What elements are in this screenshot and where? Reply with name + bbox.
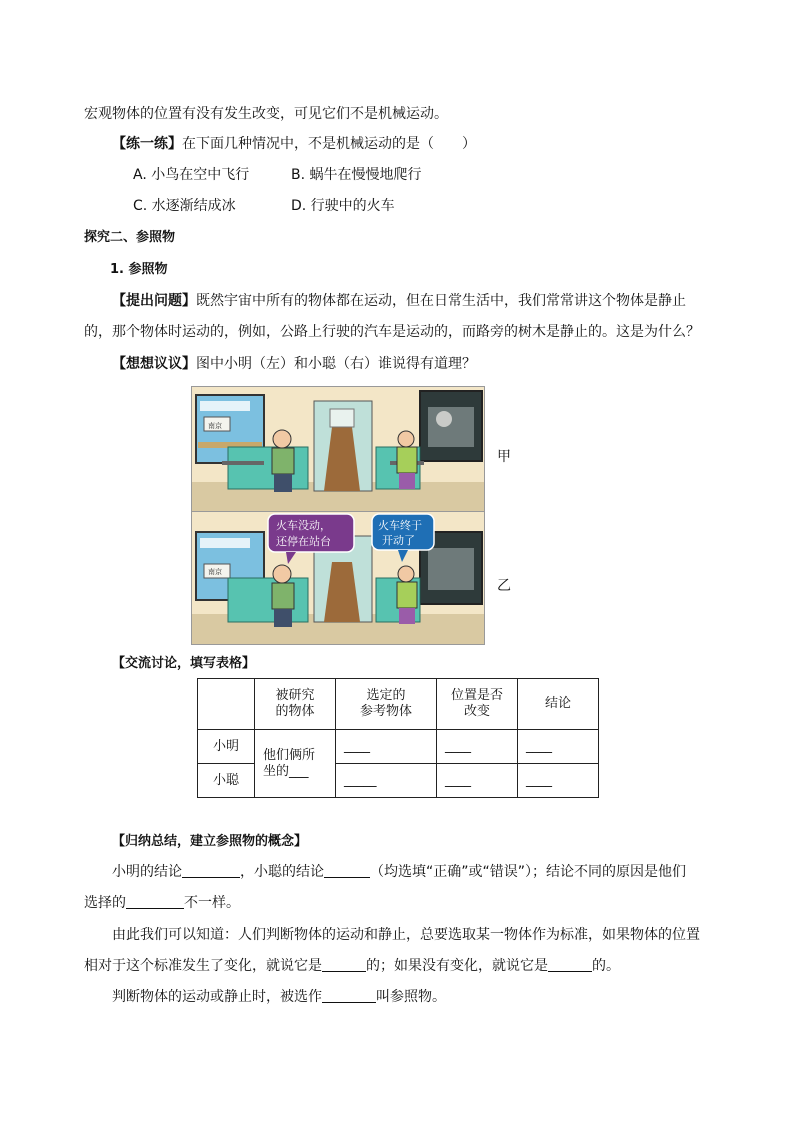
- table-row-label: 小明: [198, 730, 255, 764]
- practice-question: [112, 134, 476, 154]
- bubble-right-line1: 火车终于: [378, 519, 422, 532]
- header-position-l1: 位置是否: [450, 688, 503, 703]
- blank-ming-conclusion[interactable]: [182, 863, 240, 878]
- s1-part-a: 小明的结论: [112, 864, 182, 880]
- option-a: [133, 165, 249, 185]
- table-header-reference: [336, 679, 437, 730]
- train-interior-top: [192, 387, 484, 512]
- summary-heading: 【归纳总结，建立参照物的概念】: [112, 834, 308, 849]
- table-row-label: 小聪: [198, 764, 255, 798]
- summary-line2: [84, 893, 240, 913]
- table-corner-cell: [198, 679, 255, 730]
- option-b: [291, 165, 422, 185]
- s2-part-b: 不一样。: [184, 895, 240, 911]
- option-c-text: C. 水逐渐结成冰: [133, 198, 236, 214]
- header-object-l1: 被研究: [275, 688, 315, 703]
- paragraph-text: 宏观物体的位置有没有发生改变，可见它们不是机械运动。: [84, 106, 448, 122]
- blank-reason[interactable]: [126, 894, 184, 909]
- option-d-text: D. 行驶中的火车: [291, 198, 395, 214]
- raise-question-line2: 的，那个物体时运动的，例如，公路上行驶的汽车是运动的，而路旁的树木是静止的。这是为什么？: [84, 324, 700, 340]
- blank-reference-def[interactable]: [322, 988, 376, 1003]
- bubble-right-line2: 开动了: [382, 534, 415, 547]
- summary-line3: 由此我们可以知道：人们判断物体的运动和静止，总要选取某一物体作为标准，如果物体的位置: [112, 927, 700, 943]
- practice-question-text: 在下面几种情况中，不是机械运动的是（ ）: [182, 136, 476, 152]
- s2-part-a: 选择的: [84, 895, 126, 911]
- figure-label-top: 甲: [497, 449, 511, 465]
- practice-tag: 【练一练】: [112, 136, 182, 152]
- shared-object-l1: 他们俩所: [263, 747, 316, 763]
- header-position-l2: 改变: [463, 704, 490, 719]
- summary-line1: [112, 862, 686, 882]
- shared-object-l2: 坐的___: [263, 763, 309, 779]
- bubble-left-line2: 还停在站台: [276, 535, 331, 548]
- question-text-1: 既然宇宙中所有的物体都在运动，但在日常生活中，我们常常讲这个物体是静止: [196, 293, 686, 309]
- table-blank-cell[interactable]: ____: [437, 764, 518, 798]
- summary-line5: [112, 987, 446, 1007]
- blank-cong-conclusion[interactable]: [324, 863, 370, 878]
- table-blank-cell[interactable]: ____: [437, 730, 518, 764]
- train-interior-bottom: [192, 512, 484, 644]
- header-object-l2: 的物体: [275, 704, 315, 719]
- blank-static[interactable]: [548, 957, 592, 972]
- think-line: [112, 354, 476, 374]
- s5-part-a: 判断物体的运动或静止时，被选作: [112, 989, 322, 1005]
- table-header-conclusion: 结论: [518, 679, 599, 730]
- option-a-text: A. 小鸟在空中飞行: [133, 167, 250, 183]
- s1-part-c: （均选填“正确”或“错误”）；结论不同的原因是他们: [370, 864, 687, 880]
- section-heading: 探究二、参照物: [84, 230, 176, 245]
- header-reference-l2: 参考物体: [359, 704, 412, 719]
- raise-question-line1: [112, 291, 686, 311]
- option-d: [291, 196, 395, 216]
- station-sign: 南京: [208, 422, 222, 430]
- figure-label-bottom: 乙: [497, 578, 511, 594]
- s5-part-b: 叫参照物。: [376, 989, 446, 1005]
- table-blank-cell[interactable]: _____: [336, 764, 437, 798]
- table-blank-cell[interactable]: ____: [518, 764, 599, 798]
- table-header-object: [255, 679, 336, 730]
- table-shared-object: [255, 730, 336, 798]
- option-b-text: B. 蜗牛在慢慢地爬行: [291, 167, 422, 183]
- table-blank-cell[interactable]: ____: [518, 730, 599, 764]
- text-line: [84, 104, 448, 124]
- s4-part-a: 相对于这个标准发生了变化，就说它是: [84, 958, 322, 974]
- think-text: 图中小明（左）和小聪（右）谁说得有道理？: [196, 356, 476, 372]
- option-c: [133, 196, 236, 216]
- table-header-position: [437, 679, 518, 730]
- subsection-heading: 1. 参照物: [110, 262, 168, 277]
- blank-moving[interactable]: [322, 957, 366, 972]
- discuss-heading: 【交流讨论，填写表格】: [112, 656, 256, 671]
- bubble-left-line1: 火车没动，: [276, 519, 331, 532]
- think-tag: 【想想议议】: [112, 356, 196, 372]
- station-sign: 南京: [208, 568, 222, 576]
- figure-bottom-illustration: [191, 511, 485, 645]
- s4-part-c: 的。: [592, 958, 620, 974]
- question-tag: 【提出问题】: [112, 293, 196, 309]
- figure-top-illustration: [191, 386, 485, 513]
- header-reference-l1: 选定的: [366, 688, 406, 703]
- s1-part-b: ，小聪的结论: [240, 864, 324, 880]
- summary-line4: [84, 956, 620, 976]
- table-blank-cell[interactable]: ____: [336, 730, 437, 764]
- s4-part-b: 的；如果没有变化，就说它是: [366, 958, 548, 974]
- comparison-table: [197, 678, 599, 798]
